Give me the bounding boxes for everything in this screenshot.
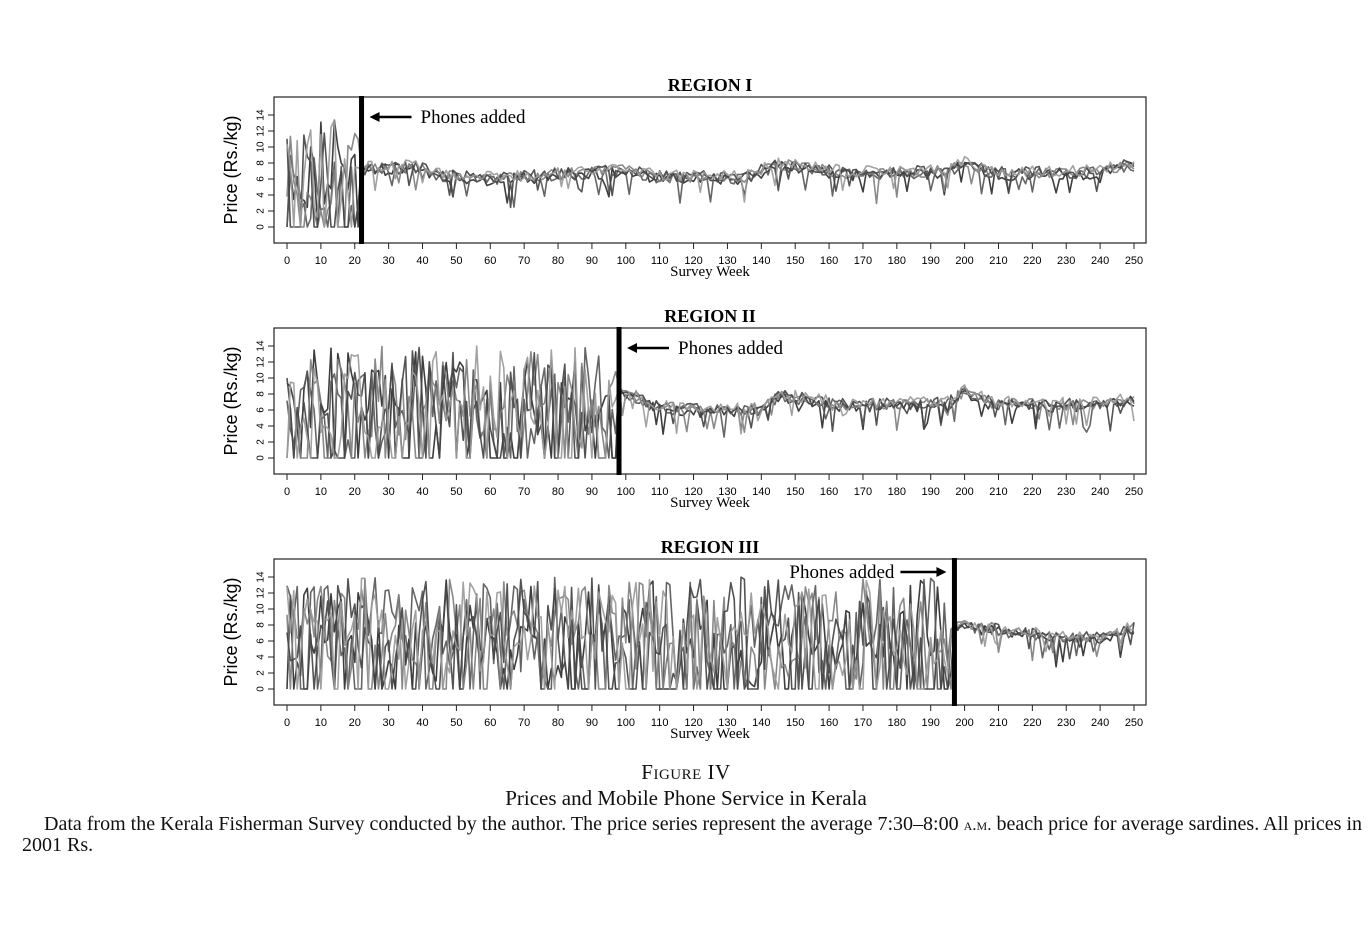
y-tick-label: 8	[255, 622, 267, 628]
x-tick-label: 140	[752, 255, 771, 267]
x-tick-label: 210	[989, 717, 1008, 729]
x-tick-label: 0	[283, 717, 291, 729]
figure-label: Figure IV	[641, 760, 731, 784]
y-tick-label: 14	[255, 109, 267, 121]
x-tick-label: 210	[989, 255, 1008, 267]
y-tick-label: 10	[255, 372, 267, 384]
x-tick-label: 220	[1023, 486, 1042, 498]
y-tick-label: 2	[255, 670, 267, 676]
x-tick-label: 80	[551, 255, 565, 267]
x-tick-label: 170	[853, 717, 873, 729]
x-tick-label: 80	[551, 717, 565, 729]
y-tick-label: 12	[255, 587, 267, 599]
x-tick-label: 180	[887, 255, 907, 267]
y-tick-label: 4	[255, 654, 267, 660]
x-tick-label: 180	[887, 486, 907, 498]
x-tick-label: 10	[314, 486, 328, 498]
x-tick-label: 150	[786, 255, 805, 267]
x-tick-label: 100	[616, 717, 635, 729]
x-tick-label: 110	[650, 717, 669, 729]
y-tick-label: 10	[255, 141, 267, 153]
annotation-arrow-head	[627, 343, 637, 353]
x-tick-label: 190	[921, 255, 940, 267]
x-tick-label: 20	[348, 717, 361, 729]
x-tick-label: 20	[348, 486, 361, 498]
figure-note-part-1: Data from the Kerala Fisherman Survey conducted by the author. The price series represent the average 7:30–8:00	[44, 813, 959, 835]
region-panel-1	[221, 75, 1146, 280]
x-tick-label: 40	[416, 717, 429, 729]
x-tick-label: 90	[585, 486, 599, 498]
y-tick-label: 14	[255, 340, 267, 352]
x-tick-label: 230	[1057, 717, 1076, 729]
x-tick-label: 50	[450, 486, 463, 498]
x-tick-label: 60	[484, 255, 497, 267]
x-tick-label: 0	[283, 255, 291, 267]
x-tick-label: 110	[650, 255, 669, 267]
x-tick-label: 220	[1023, 717, 1042, 729]
figure-title: Prices and Mobile Phone Service in Kerala	[505, 786, 867, 810]
x-tick-label: 160	[819, 717, 839, 729]
x-tick-label: 250	[1124, 717, 1144, 729]
x-tick-label: 150	[786, 486, 805, 498]
panel-title: REGION I	[667, 75, 753, 95]
x-tick-label: 120	[684, 717, 703, 729]
x-tick-label: 50	[450, 255, 463, 267]
x-tick-label: 20	[348, 255, 361, 267]
y-tick-label: 0	[255, 224, 267, 230]
y-tick-label: 6	[255, 176, 267, 182]
x-tick-label: 160	[819, 255, 839, 267]
panel-title: REGION III	[660, 537, 760, 557]
x-tick-label: 190	[921, 486, 940, 498]
y-tick-label: 4	[255, 423, 267, 429]
x-tick-label: 140	[752, 717, 771, 729]
y-tick-label: 6	[255, 407, 267, 413]
annotation-arrow-head	[936, 567, 946, 577]
y-tick-label: 6	[255, 638, 267, 644]
y-axis-label: Price (Rs./kg)	[220, 346, 241, 456]
x-tick-label: 220	[1023, 255, 1042, 267]
y-tick-label: 10	[255, 603, 267, 615]
x-tick-label: 80	[551, 486, 565, 498]
x-tick-label: 210	[989, 486, 1008, 498]
annotation-phones-added: Phones added	[789, 562, 895, 583]
x-tick-label: 30	[382, 717, 395, 729]
x-tick-label: 100	[616, 255, 635, 267]
x-tick-label: 240	[1090, 486, 1110, 498]
x-tick-label: 70	[518, 486, 531, 498]
x-tick-label: 170	[853, 486, 873, 498]
figure-note	[22, 814, 1362, 856]
y-tick-label: 12	[255, 356, 267, 368]
y-tick-label: 2	[255, 208, 267, 214]
annotation-phones-added: Phones added	[420, 107, 526, 128]
x-tick-label: 230	[1057, 255, 1076, 267]
region-panel-3	[221, 537, 1146, 742]
x-tick-label: 40	[416, 486, 429, 498]
x-tick-label: 70	[518, 255, 531, 267]
y-tick-label: 2	[255, 439, 267, 445]
panel-title: REGION II	[664, 306, 756, 326]
x-tick-label: 60	[484, 717, 497, 729]
x-tick-label: 30	[382, 486, 395, 498]
x-tick-label: 120	[684, 255, 703, 267]
x-tick-label: 40	[416, 255, 429, 267]
x-axis-label: Survey Week	[670, 495, 750, 511]
x-tick-label: 230	[1057, 486, 1076, 498]
x-tick-label: 200	[955, 486, 974, 498]
x-tick-label: 60	[484, 486, 497, 498]
annotation-arrow-head	[370, 112, 380, 122]
x-tick-label: 120	[684, 486, 703, 498]
x-tick-label: 110	[650, 486, 669, 498]
x-tick-label: 190	[921, 717, 940, 729]
y-tick-label: 8	[255, 391, 267, 397]
x-axis-label: Survey Week	[670, 264, 750, 280]
y-tick-label: 0	[255, 686, 267, 692]
x-tick-label: 250	[1124, 255, 1144, 267]
x-tick-label: 130	[718, 717, 737, 729]
x-tick-label: 30	[382, 255, 395, 267]
y-axis-label: Price (Rs./kg)	[220, 115, 241, 225]
figure-note-am: a.m.	[963, 815, 992, 834]
y-axis-label: Price (Rs./kg)	[220, 577, 241, 687]
x-axis-label: Survey Week	[670, 726, 750, 742]
x-tick-label: 70	[518, 717, 531, 729]
y-tick-label: 14	[255, 571, 267, 583]
x-tick-label: 10	[314, 255, 328, 267]
x-tick-label: 200	[955, 717, 974, 729]
x-tick-label: 10	[314, 717, 328, 729]
y-tick-label: 4	[255, 192, 267, 198]
x-tick-label: 50	[450, 717, 463, 729]
x-tick-label: 240	[1090, 717, 1110, 729]
y-tick-label: 12	[255, 125, 267, 137]
x-tick-label: 170	[853, 255, 873, 267]
x-tick-label: 90	[585, 255, 599, 267]
x-tick-label: 130	[718, 255, 737, 267]
y-tick-label: 8	[255, 160, 267, 166]
region-panel-2	[221, 306, 1146, 511]
x-tick-label: 250	[1124, 486, 1144, 498]
x-tick-label: 160	[819, 486, 839, 498]
x-tick-label: 0	[283, 486, 291, 498]
x-tick-label: 200	[955, 255, 974, 267]
annotation-phones-added: Phones added	[678, 338, 784, 359]
x-tick-label: 90	[585, 717, 599, 729]
x-tick-label: 100	[616, 486, 635, 498]
x-tick-label: 180	[887, 717, 907, 729]
figure-note-part-2: beach price for average sardines. All prices in 2001 Rs.	[22, 813, 1363, 856]
x-tick-label: 140	[752, 486, 771, 498]
x-tick-label: 150	[786, 717, 805, 729]
y-tick-label: 0	[255, 455, 267, 461]
x-tick-label: 130	[718, 486, 737, 498]
x-tick-label: 240	[1090, 255, 1110, 267]
